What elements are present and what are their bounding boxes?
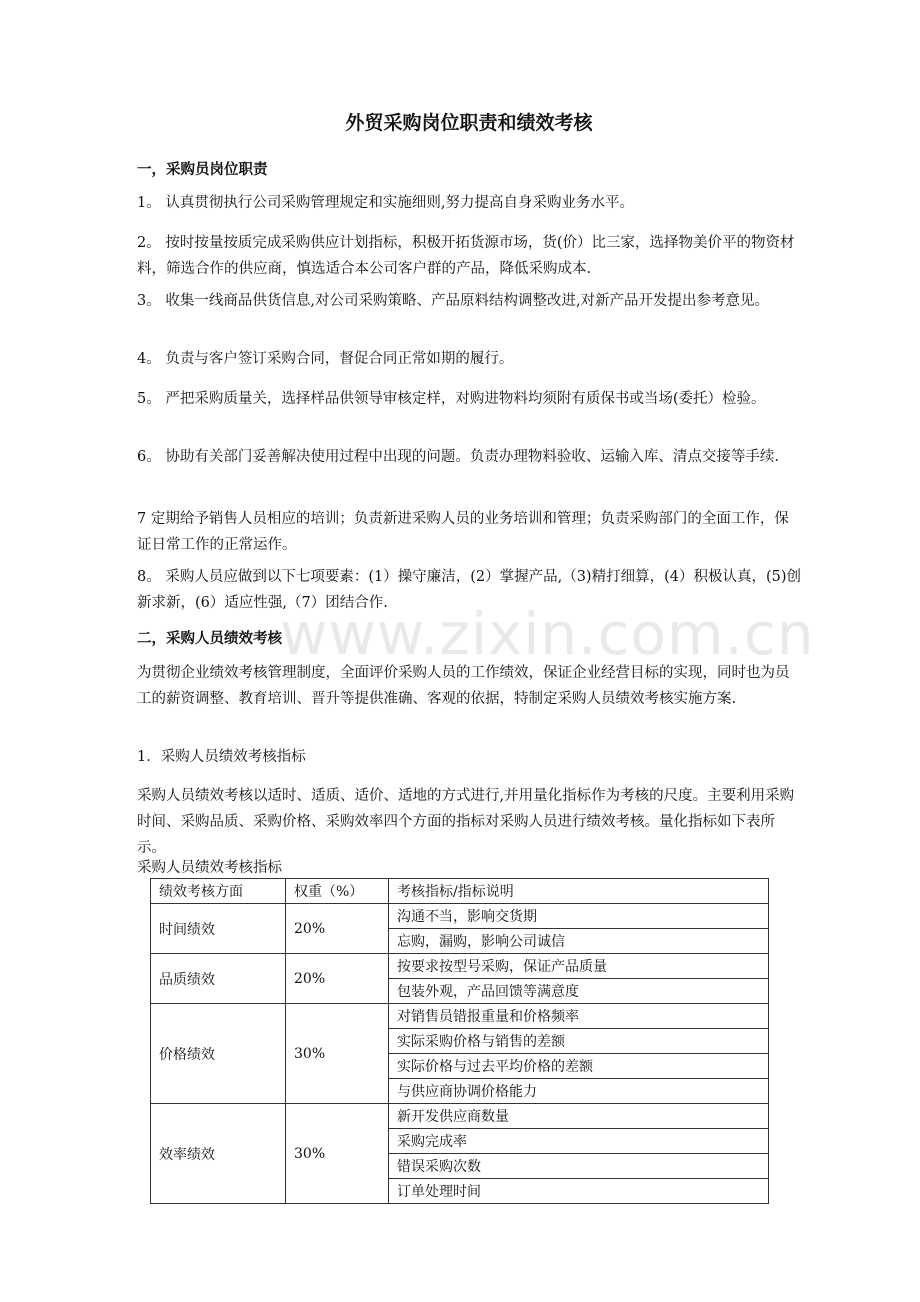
duty-item-7: 7 定期给予销售人员相应的培训；负责新进采购人员的业务培训和管理；负责采购部门的全面工作，保证日常工作的正常运作。 [137,511,789,553]
duty-item-8: 8。 采购人员应做到以下七项要素：(1）操守廉洁，(2）掌握产品,（3)精打细算，(4）积极认真，(5)创新求新，(6）适应性强,（7）团结合作. [137,569,802,611]
duty-item-1: 1。 认真贯彻执行公司采购管理规定和实施细则,努力提高自身采购业务水平。 [137,195,634,211]
watermark: www.zixin.com.cn [280,600,815,668]
indicator-cell: 实际采购价格与销售的差额 [389,1029,769,1054]
table-row [151,954,769,979]
aspect-cell: 效率绩效 [151,1104,286,1204]
table-row [151,1004,769,1029]
indicator-cell: 忘购，漏购，影响公司诚信 [389,929,769,954]
weight-cell: 30% [286,1004,389,1104]
kpi-table [150,878,769,1204]
aspect-cell: 价格绩效 [151,1004,286,1104]
section2-intro: 为贯彻企业绩效考核管理制度，全面评价采购人员的工作绩效，保证企业经营目标的实现，同时也为员工的薪资调整、教育培训、晋升等提供准确、客观的依据，特制定采购人员绩效考核实施方案. [137,665,790,707]
weight-cell: 30% [286,1104,389,1204]
indicator-cell: 新开发供应商数量 [389,1104,769,1129]
table-header-row [151,879,769,904]
indicator-cell: 采购完成率 [389,1129,769,1154]
duty-item-6: 6。 协助有关部门妥善解决使用过程中出现的问题。负责办理物料验收、运输入库、清点交接等手续. [137,449,779,465]
header-weight: 权重（%） [286,879,389,904]
indicator-cell: 与供应商协调价格能力 [389,1079,769,1104]
document-title: 外贸采购岗位职责和绩效考核 [345,112,593,134]
aspect-cell: 时间绩效 [151,904,286,954]
duty-item-4: 4。 负责与客户签订采购合同，督促合同正常如期的履行。 [137,351,514,367]
duty-item-2: 2。 按时按量按质完成采购供应计划指标，积极开拓货源市场，货(价）比三家，选择物美价平的物资材料，筛选合作的供应商，慎选适合本公司客户群的产品，降低采购成本. [137,235,795,277]
indicator-cell: 实际价格与过去平均价格的差额 [389,1054,769,1079]
indicator-cell: 按要求按型号采购，保证产品质量 [389,954,769,979]
indicator-cell: 订单处理时间 [389,1179,769,1204]
section2-heading: 二，采购人员绩效考核 [137,630,282,647]
header-aspect: 绩效考核方面 [151,879,286,904]
table-caption: 采购人员绩效考核指标 [137,860,282,876]
weight-cell: 20% [286,954,389,1004]
indicator-cell: 沟通不当，影响交货期 [389,904,769,929]
aspect-cell: 品质绩效 [151,954,286,1004]
weight-cell: 20% [286,904,389,954]
section1-heading: 一，采购员岗位职责 [137,161,268,178]
subsection-title: 1．采购人员绩效考核指标 [137,749,306,765]
table-row [151,904,769,929]
table-row [151,1104,769,1129]
duty-item-3: 3。 收集一线商品供货信息,对公司采购策略、产品原料结构调整改进,对新产品开发提出参考意见。 [137,293,770,309]
indicator-cell: 包装外观，产品回馈等满意度 [389,979,769,1004]
indicator-cell: 对销售员错报重量和价格频率 [389,1004,769,1029]
subsection-text: 采购人员绩效考核以适时、适质、适价、适地的方式进行,并用量化指标作为考核的尺度。主要利用采购时间、采购品质、采购价格、采购效率四个方面的指标对采购人员进行绩效考核。量化指标如下表所示。 [137,788,795,856]
duty-item-5: 5。 严把采购质量关，选择样品供领导审核定样，对购进物料均须附有质保书或当场(委托）检验。 [137,391,766,407]
header-indicator: 考核指标/指标说明 [389,879,769,904]
indicator-cell: 错误采购次数 [389,1154,769,1179]
